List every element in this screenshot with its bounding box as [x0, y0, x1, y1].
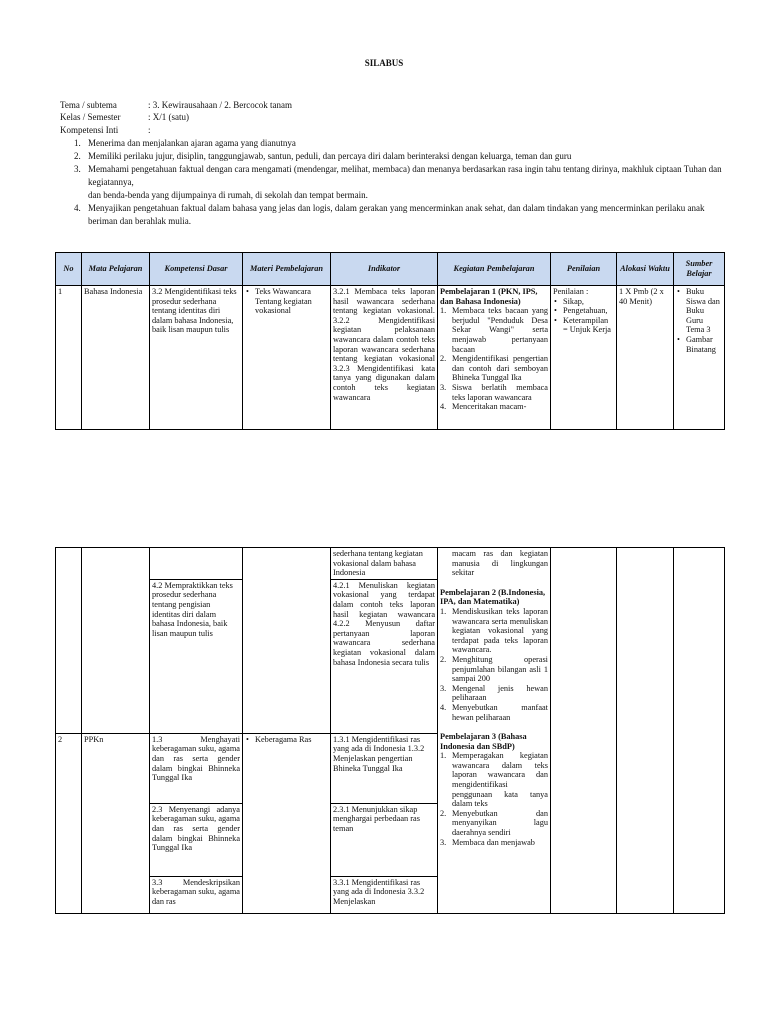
kegiatan-title: Pembelajaran 2 (B.Indonesia, IPA, dan Matematika) — [440, 587, 546, 607]
materi-item: • Keberagama Ras — [245, 735, 328, 745]
ki-number: 4. — [74, 203, 81, 213]
ki-text: Menyajikan pengetahuan faktual dalam bahasa yang jelas dan logis, dalam gerakan yang mencerminkan anak sehat, dan dalam tindakan yang mencerminkan perilaku anak beriman dan berahlak mulia. — [88, 203, 705, 226]
cell-mapel — [82, 548, 150, 734]
kompetensi-inti-list — [74, 137, 724, 228]
header-alokasi: Alokasi Waktu — [617, 253, 674, 286]
kegiatan-item — [440, 751, 548, 809]
cell-kd: 4.2 Mempraktikkan teks prosedur sederhana tentang pengisian identitas diri dalam bahasa Indonesia, baik lisan maupun tulis — [150, 579, 243, 733]
kegiatan-num: 1. — [440, 606, 447, 616]
cell-materi — [243, 548, 331, 734]
cell-materi — [243, 286, 331, 430]
sumber-item: • Gambar Binatang — [676, 335, 722, 354]
kegiatan-num: 3. — [440, 837, 447, 847]
kegiatan-cont: macam ras dan kegiatan manusia di lingkungan sekitar — [452, 549, 548, 578]
header-kompetensi-dasar: Kompetensi Dasar — [150, 253, 243, 286]
header-penilaian: Penilaian — [551, 253, 617, 286]
kegiatan-item — [440, 684, 548, 703]
cell-mapel: PPKn — [82, 733, 150, 913]
header-mata-pelajaran: Mata Pelajaran — [82, 253, 150, 286]
table-row — [56, 286, 725, 430]
ki-item — [74, 202, 724, 228]
kegiatan-text: Menceritakan macam- — [452, 402, 527, 412]
kegiatan-num: 1. — [440, 306, 447, 316]
cell-kd — [150, 548, 243, 580]
kegiatan-text: Menghitung operasi penjumlahan bilangan asli 1 sampai 200 — [452, 654, 548, 684]
header-kegiatan: Kegiatan Pembelajaran — [438, 253, 551, 286]
cell-no — [56, 548, 82, 734]
cell-indikator: 3.3.1 Mengidentifikasi ras yang ada di Indonesia 3.3.2 Menjelaskan — [331, 876, 438, 913]
kegiatan-item — [440, 402, 548, 412]
meta-label: Tema / subtema — [60, 100, 117, 110]
ki-number: 1. — [74, 138, 81, 148]
cell-kegiatan — [438, 286, 551, 430]
cell-kd: 3.3 Mendeskripsikan keberagaman suku, agama dan ras — [150, 876, 243, 913]
kegiatan-num: 2. — [440, 654, 447, 664]
silabus-table-continued — [55, 547, 725, 914]
penilaian-item: • Keterampilan = Unjuk Kerja — [553, 316, 614, 335]
page-title: SILABUS — [364, 58, 404, 68]
cell-penilaian — [551, 548, 617, 914]
kegiatan-num: 1. — [440, 751, 447, 761]
cell-kd: 2.3 Menyenangi adanya keberagaman suku, agama dan ras serta gender dalam bingkai Bhinneka Tunggal Ika — [150, 803, 243, 876]
kegiatan-num: 4. — [440, 702, 447, 712]
cell-kd: 3.2 Mengidentifikasi teks prosedur sederhana tentang identitas diri dalam bahasa Indonesia, baik lisan maupun tulis — [150, 286, 243, 430]
ki-text: Menerima dan menjalankan ajaran agama yang dianutnya — [88, 138, 296, 148]
header-no: No — [56, 253, 82, 286]
materi-item: • Teks Wawancara Tentang kegiatan vokasional — [245, 287, 328, 316]
ki-item — [74, 137, 724, 150]
header-sumber: Sumber Belajar — [674, 253, 725, 286]
ki-item — [74, 189, 724, 202]
kegiatan-item — [440, 383, 548, 402]
kegiatan-item — [440, 607, 548, 655]
sumber-item: • Buku Siswa dan Buku Guru Tema 3 — [676, 287, 722, 335]
meta-label: Kompetensi Inti — [60, 125, 119, 135]
kegiatan-num: 2. — [440, 808, 447, 818]
cell-mapel: Bahasa Indonesia — [82, 286, 150, 430]
cell-kegiatan — [438, 548, 551, 914]
penilaian-item: • Sikap, — [553, 297, 614, 307]
kegiatan-text: Siswa berlatih membaca teks laporan wawancara — [452, 382, 548, 402]
table-header-row — [56, 253, 725, 286]
cell-indikator: sederhana tentang kegiatan vokasional dalam bahasa Indonesia — [331, 548, 438, 580]
cell-kd: 1.3 Menghayati keberagaman suku, agama dan ras serta gender dalam bingkai Bhinneka Tunggal Ika — [150, 733, 243, 803]
cell-sumber — [674, 286, 725, 430]
cell-no: 2 — [56, 733, 82, 913]
kegiatan-text: Menyebutkan dan menyanyikan lagu daerahnya sendiri — [452, 808, 548, 838]
kegiatan-text: Mendiskusikan teks laporan wawancara serta menuliskan kegiatan vokasional yang terdapat pada teks laporan wawancara. — [452, 606, 548, 655]
cell-indikator: 3.2.1 Membaca teks laporan hasil wawancara sederhana tentang kegiatan vokasional. 3.2.2 Mengidentifikasi kegiatan pelaksanaan wawancara dalam contoh teks laporan wawancara sederhana tentang kegiatan vokasional 3.2.3 Mengidentifikasi kata tanya yang digunakan dalam contoh teks kegiatan wawancara — [331, 286, 438, 430]
kegiatan-text: Mengenal jenis hewan peliharaan — [452, 683, 548, 703]
kegiatan-num: 3. — [440, 382, 447, 392]
kegiatan-item — [440, 838, 548, 848]
kegiatan-num: 4. — [440, 402, 447, 412]
ki-item — [74, 150, 724, 163]
cell-sumber — [674, 548, 725, 914]
penilaian-item: • Pengetahuan, — [553, 306, 614, 316]
kegiatan-item — [440, 306, 548, 354]
cell-indikator: 4.2.1 Menuliskan kegiatan vokasional yang terdapat dalam contoh teks laporan hasil kegiatan wawancara 4.2.2 Menyusun daftar pertanyaan laporan wawancara sederhana kegiatan vokasional dalam bahasa Indonesia secara tulis — [331, 579, 438, 733]
ki-text: Memiliki perilaku jujur, disiplin, tanggungjawab, santun, peduli, dan percaya diri dalam berinteraksi dengan keluarga, teman dan guru — [88, 151, 572, 161]
kegiatan-num: 2. — [440, 354, 447, 364]
kegiatan-item — [440, 809, 548, 838]
kegiatan-item — [440, 655, 548, 684]
header-materi: Materi Pembelajaran — [243, 253, 331, 286]
ki-number: 3. — [74, 164, 81, 174]
kegiatan-title: Pembelajaran 3 (Bahasa Indonesia dan SBdP) — [440, 732, 527, 751]
kegiatan-title: Pembelajaran 1 (PKN, IPS, dan Bahasa Indonesia) — [440, 287, 538, 306]
kegiatan-item — [440, 703, 548, 722]
meta-value: : X/1 (satu) — [148, 112, 189, 122]
ki-number: 2. — [74, 151, 81, 161]
kegiatan-text: Membaca teks bacaan yang berjudul "Penduduk Desa Sekar Wangi" serta menjawab pertanyaan bacaan — [452, 306, 548, 354]
cell-indikator: 2.3.1 Menunjukkan sikap menghargai perbedaan ras teman — [331, 803, 438, 876]
meta-label: Kelas / Semester — [60, 112, 121, 122]
cell-alokasi: 1 X Pmb (2 x 40 Menit) — [617, 286, 674, 430]
kegiatan-item — [440, 354, 548, 383]
kegiatan-num: 3. — [440, 683, 447, 693]
ki-item — [74, 163, 724, 189]
meta-value: : — [148, 125, 151, 135]
table-row — [56, 548, 725, 580]
ki-text: dan benda-benda yang dijumpainya di rumah, di sekolah dan tempat bermain. — [88, 190, 368, 200]
kegiatan-text: Memperagakan kegiatan wawancara dalam teks laporan wawancara dan mengidentifikasi penggunaan kata tanya dalam teks — [452, 751, 548, 809]
cell-materi — [243, 733, 331, 913]
cell-alokasi — [617, 548, 674, 914]
meta-value: : 3. Kewirausahaan / 2. Bercocok tanam — [148, 100, 292, 110]
silabus-table — [55, 252, 725, 430]
cell-indikator: 1.3.1 Mengidentifikasi ras yang ada di Indonesia 1.3.2 Menjelaskan pengertian Bhineka Tunggal Ika — [331, 733, 438, 803]
header-indikator: Indikator — [331, 253, 438, 286]
cell-penilaian — [551, 286, 617, 430]
ki-text: Memahami pengetahuan faktual dengan cara mengamati (mendengar, melihat, membaca) dan menanya berdasarkan rasa ingin tahu tentang dirinya, makhluk ciptaan Tuhan dan kegiatannya, — [88, 164, 722, 187]
kegiatan-text: Mengidentifikasi pengertian dan contoh dari semboyan Bhineka Tunggal Ika — [452, 354, 548, 383]
kegiatan-text: Menyebutkan manfaat hewan peliharaan — [452, 702, 548, 722]
cell-no: 1 — [56, 286, 82, 430]
penilaian-title: Penilaian : — [553, 287, 589, 296]
kegiatan-text: Membaca dan menjawab — [452, 837, 535, 847]
